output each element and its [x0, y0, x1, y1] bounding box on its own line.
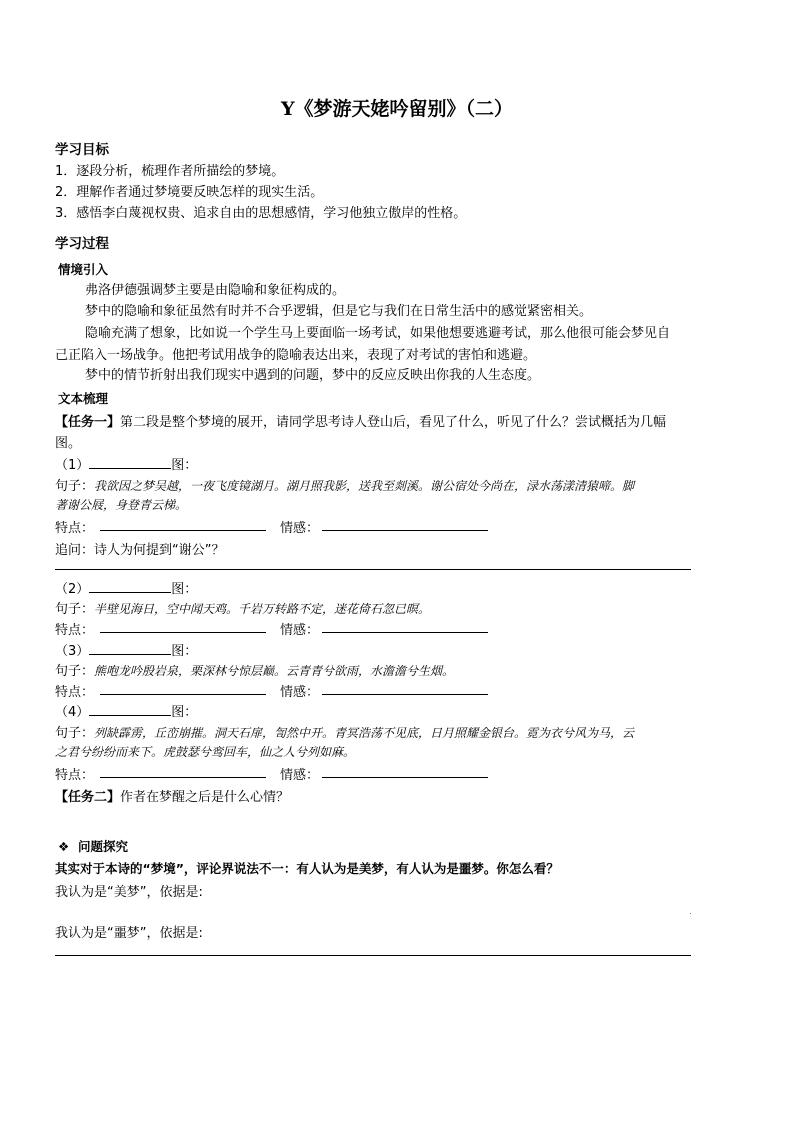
group-number: （1） — [55, 458, 90, 473]
sentence-label: 句子： — [55, 664, 95, 679]
sentence-text: 半壁见海日，空中闻天鸡。千岩万转路不定，迷花倚石忽已暝。 — [94, 602, 431, 616]
feature-blank[interactable] — [100, 777, 266, 778]
picture-blank[interactable] — [89, 642, 171, 655]
emotion-label: 情感： — [280, 685, 320, 700]
sentence-row — [55, 660, 454, 679]
picture-suffix: 图： — [171, 644, 198, 659]
sentence-cont: 著谢公屐，身登青云梯。 — [55, 498, 188, 512]
followup-question: 追问：诗人为何提到“谢公”？ — [55, 543, 225, 558]
picture-label — [55, 454, 197, 473]
picture-blank[interactable] — [89, 456, 171, 469]
sentence-text: 熊咆龙吟殷岩泉，栗深林兮惊层巅。云青青兮欲雨，水澹澹兮生烟。 — [94, 664, 455, 678]
emotion-label: 情感： — [280, 521, 320, 536]
picture-suffix: 图： — [171, 582, 198, 597]
task1-text: 第二段是整个梦境的展开，请同学思考诗人登山后，看见了什么，听见了什么？尝试概括为几幅 — [120, 415, 667, 430]
emotion-label: 情感： — [280, 768, 320, 783]
task1-text-cont: 图。 — [55, 436, 82, 451]
task1-prompt — [55, 411, 666, 430]
answer-line[interactable] — [55, 955, 691, 956]
feature-blank[interactable] — [100, 694, 266, 695]
explore-question: 其实对于本诗的“梦境”，评论界说法不一：有人认为是美梦，有人认为是噩梦。你怎么看？ — [55, 861, 559, 876]
picture-label — [55, 701, 197, 720]
sentence-text: 我欲因之梦吴越，一夜飞度镜湖月。湖月照我影，送我至剡溪。谢公宿处今尚在，渌水荡漾清猿啼。脚 — [94, 479, 635, 493]
feature-label: 特点： — [55, 521, 95, 536]
sentence-cont: 之君兮纷纷而来下。虎鼓瑟兮鸾回车，仙之人兮列如麻。 — [55, 745, 356, 759]
sentence-label: 句子： — [55, 726, 95, 741]
task2-prompt — [55, 786, 289, 805]
feature-blank[interactable] — [100, 530, 266, 531]
explore-heading — [58, 837, 128, 855]
task1-tag: 【任务一】 — [55, 415, 121, 430]
goals-heading: 学习目标 — [55, 142, 109, 158]
feature-label: 特点： — [55, 685, 95, 700]
emotion-blank[interactable] — [322, 530, 488, 531]
answer-prompt-good: 我认为是“美梦”，依据是: — [55, 885, 203, 900]
sentence-text: 列缺霹雳，丘峦崩摧。洞天石扉，訇然中开。青冥浩荡不见底，日月照耀金银台。霓为衣兮风为马，云 — [94, 726, 635, 740]
sentence-row — [55, 722, 634, 741]
emotion-blank[interactable] — [322, 632, 488, 633]
answer-prompt-bad: 我认为是“噩梦”，依据是: — [55, 926, 203, 941]
group-number: （2） — [55, 582, 90, 597]
goal-item: 2．理解作者通过梦境要反映怎样的现实生活。 — [55, 185, 324, 200]
intro-heading: 情境引入 — [58, 262, 109, 277]
intro-line: 梦中的隐喻和象征虽然有时并不合乎逻辑，但是它与我们在日常生活中的感觉紧密相关。 — [85, 304, 593, 319]
text-heading: 文本梳理 — [58, 391, 109, 406]
group-number: （4） — [55, 705, 90, 720]
diamond-bullet-icon: ❖ — [58, 839, 70, 854]
sentence-row — [55, 475, 634, 494]
intro-line: 己正陷入一场战争。他把考试用战争的隐喻表达出来，表现了对考试的害怕和逃避。 — [55, 348, 537, 363]
process-heading: 学习过程 — [55, 236, 109, 252]
task2-text: 作者在梦醒之后是什么心情？ — [120, 790, 290, 805]
feature-label: 特点： — [55, 768, 95, 783]
page-title: Y《梦游天姥吟留别》（二） — [280, 98, 514, 120]
task2-tag: 【任务二】 — [55, 790, 121, 805]
speck — [690, 913, 691, 914]
feature-label: 特点： — [55, 623, 95, 638]
sentence-label: 句子： — [55, 479, 95, 494]
picture-label — [55, 578, 197, 597]
sentence-label: 句子： — [55, 602, 95, 617]
explore-title: 问题探究 — [77, 839, 128, 854]
emotion-label: 情感： — [280, 623, 320, 638]
goal-item: 3．感悟李白蔑视权贵、追求自由的思想感情，学习他独立傲岸的性格。 — [55, 206, 467, 221]
intro-line: 弗洛伊德强调梦主要是由隐喻和象征构成的。 — [85, 283, 346, 298]
group-number: （3） — [55, 644, 90, 659]
picture-suffix: 图： — [171, 705, 198, 720]
feature-blank[interactable] — [100, 632, 266, 633]
picture-blank[interactable] — [89, 580, 171, 593]
emotion-blank[interactable] — [322, 777, 488, 778]
sentence-row — [55, 598, 430, 617]
answer-line[interactable] — [55, 569, 691, 570]
picture-blank[interactable] — [89, 703, 171, 716]
goal-item: 1．逐段分析，梳理作者所描绘的梦境。 — [55, 164, 285, 179]
picture-label — [55, 640, 197, 659]
picture-suffix: 图： — [171, 458, 198, 473]
intro-line: 梦中的情节折射出我们现实中遇到的问题，梦中的反应反映出你我的人生态度。 — [85, 368, 541, 383]
intro-line: 隐喻充满了想象，比如说一个学生马上要面临一场考试，如果他想要逃避考试，那么他很可能会梦见自 — [85, 326, 671, 341]
emotion-blank[interactable] — [322, 694, 488, 695]
